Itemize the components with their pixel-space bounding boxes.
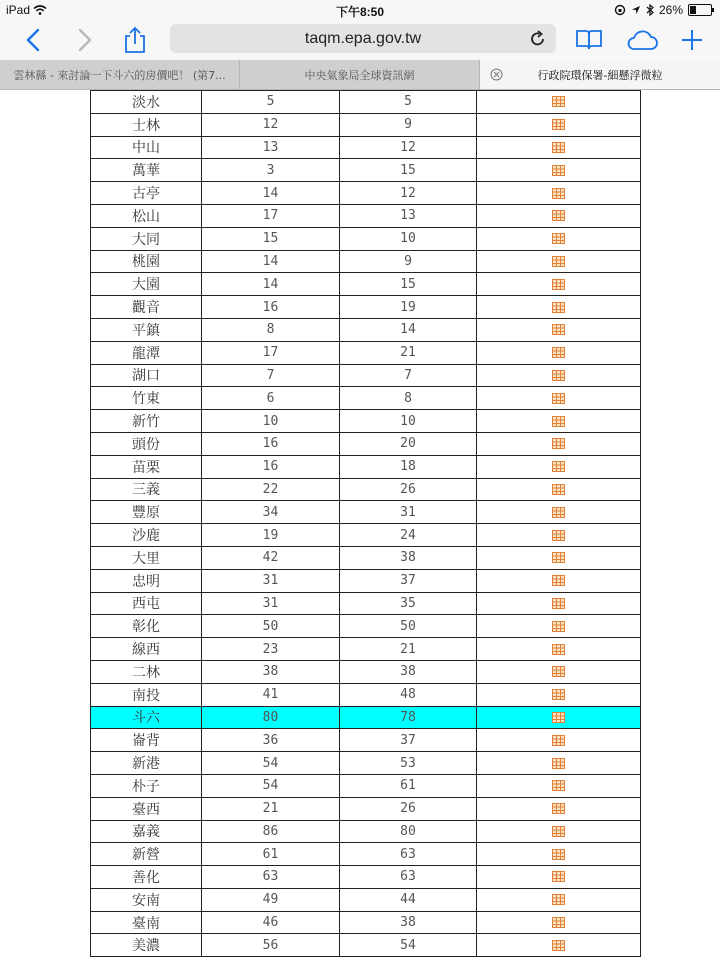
value-cell-1: 63: [202, 866, 340, 889]
site-name-cell: 美濃: [91, 934, 202, 957]
table-row: [91, 524, 641, 547]
table-row: [91, 501, 641, 524]
grid-chart-icon[interactable]: [552, 758, 565, 769]
tab-forum[interactable]: [0, 60, 240, 89]
pm25-table: [90, 90, 641, 957]
site-name-cell: 臺南: [91, 911, 202, 934]
device-label: iPad: [6, 3, 31, 17]
table-row: [91, 660, 641, 683]
value-cell-1: 31: [202, 592, 340, 615]
table-row: [91, 273, 641, 296]
value-cell-2: 37: [340, 729, 477, 752]
grid-chart-icon[interactable]: [552, 324, 565, 335]
table-row: [91, 455, 641, 478]
chart-link-cell[interactable]: [477, 341, 641, 364]
site-name-cell: 新竹: [91, 410, 202, 433]
chart-link-cell[interactable]: [477, 113, 641, 136]
table-row: [91, 478, 641, 501]
site-name-cell: 湖口: [91, 364, 202, 387]
table-row: [91, 820, 641, 843]
table-row: [91, 250, 641, 273]
site-name-cell: 三義: [91, 478, 202, 501]
site-name-cell: 苗栗: [91, 455, 202, 478]
table-row: [91, 774, 641, 797]
value-cell-2: 18: [340, 455, 477, 478]
grid-chart-icon[interactable]: [552, 530, 565, 541]
chevron-right-icon: [78, 28, 92, 52]
plus-icon: [681, 29, 703, 51]
table-row: [91, 204, 641, 227]
chart-link-cell[interactable]: [477, 296, 641, 319]
grid-chart-icon[interactable]: [552, 393, 565, 404]
value-cell-1: 13: [202, 136, 340, 159]
table-row: [91, 387, 641, 410]
site-name-cell: 頭份: [91, 432, 202, 455]
grid-chart-icon[interactable]: [552, 507, 565, 518]
value-cell-2: 80: [340, 820, 477, 843]
site-name-cell: 崙背: [91, 729, 202, 752]
table-row: [91, 683, 641, 706]
chart-link-cell[interactable]: [477, 524, 641, 547]
chart-link-cell[interactable]: [477, 569, 641, 592]
grid-chart-icon[interactable]: [552, 575, 565, 586]
site-name-cell: 斗六: [91, 706, 202, 729]
grid-chart-icon[interactable]: [552, 370, 565, 381]
grid-chart-icon[interactable]: [552, 210, 565, 221]
value-cell-1: 31: [202, 569, 340, 592]
url-text: taqm.epa.gov.tw: [304, 29, 422, 47]
chart-link-cell[interactable]: [477, 182, 641, 205]
grid-chart-icon[interactable]: [552, 347, 565, 358]
value-cell-2: 54: [340, 934, 477, 957]
value-cell-1: 86: [202, 820, 340, 843]
table-row: [91, 592, 641, 615]
site-name-cell: 萬華: [91, 159, 202, 182]
share-icon: [124, 26, 146, 54]
site-name-cell: 大同: [91, 227, 202, 250]
value-cell-2: 38: [340, 660, 477, 683]
site-name-cell: 中山: [91, 136, 202, 159]
chart-link-cell[interactable]: [477, 911, 641, 934]
chart-link-cell[interactable]: [477, 638, 641, 661]
grid-chart-icon[interactable]: [552, 302, 565, 313]
site-name-cell: 古亭: [91, 182, 202, 205]
site-name-cell: 新港: [91, 752, 202, 775]
table-row: [91, 318, 641, 341]
value-cell-2: 12: [340, 136, 477, 159]
site-name-cell: 龍潭: [91, 341, 202, 364]
grid-chart-icon[interactable]: [552, 256, 565, 267]
chart-link-cell[interactable]: [477, 318, 641, 341]
chart-link-cell[interactable]: [477, 820, 641, 843]
table-row: [91, 934, 641, 957]
grid-chart-icon[interactable]: [552, 438, 565, 449]
grid-chart-icon[interactable]: [552, 917, 565, 928]
value-cell-2: 7: [340, 364, 477, 387]
value-cell-2: 5: [340, 91, 477, 114]
table-row: [91, 615, 641, 638]
site-name-cell: 臺西: [91, 797, 202, 820]
chart-link-cell[interactable]: [477, 706, 641, 729]
address-bar[interactable]: [170, 24, 556, 53]
table-row: [91, 729, 641, 752]
book-icon: [575, 29, 603, 51]
value-cell-1: 12: [202, 113, 340, 136]
chart-link-cell[interactable]: [477, 774, 641, 797]
value-cell-2: 31: [340, 501, 477, 524]
chart-link-cell[interactable]: [477, 159, 641, 182]
value-cell-1: 10: [202, 410, 340, 433]
value-cell-1: 42: [202, 546, 340, 569]
grid-chart-icon[interactable]: [552, 279, 565, 290]
page-content: [0, 90, 720, 960]
grid-chart-icon[interactable]: [552, 849, 565, 860]
value-cell-2: 12: [340, 182, 477, 205]
value-cell-1: 3: [202, 159, 340, 182]
tab-label: 雲林縣 - 來討論一下斗六的房價吧！ (第7...: [13, 68, 226, 82]
value-cell-1: 8: [202, 318, 340, 341]
value-cell-2: 63: [340, 866, 477, 889]
chart-link-cell[interactable]: [477, 615, 641, 638]
location-icon: [631, 5, 641, 15]
table-row: [91, 341, 641, 364]
value-cell-1: 5: [202, 91, 340, 114]
chart-link-cell[interactable]: [477, 478, 641, 501]
value-cell-2: 21: [340, 341, 477, 364]
value-cell-1: 56: [202, 934, 340, 957]
share-button[interactable]: [120, 23, 150, 57]
value-cell-1: 6: [202, 387, 340, 410]
site-name-cell: 士林: [91, 113, 202, 136]
value-cell-1: 15: [202, 227, 340, 250]
chart-link-cell[interactable]: [477, 843, 641, 866]
grid-chart-icon[interactable]: [552, 712, 565, 723]
site-name-cell: 松山: [91, 204, 202, 227]
value-cell-1: 14: [202, 273, 340, 296]
value-cell-1: 16: [202, 432, 340, 455]
site-name-cell: 大園: [91, 273, 202, 296]
reload-icon[interactable]: [530, 30, 546, 48]
tab-weather[interactable]: [240, 60, 480, 89]
table-row: [91, 227, 641, 250]
site-name-cell: 桃園: [91, 250, 202, 273]
value-cell-2: 15: [340, 159, 477, 182]
value-cell-1: 7: [202, 364, 340, 387]
chart-link-cell[interactable]: [477, 91, 641, 114]
grid-chart-icon[interactable]: [552, 940, 565, 951]
chart-link-cell[interactable]: [477, 592, 641, 615]
grid-chart-icon[interactable]: [552, 894, 565, 905]
table-row: [91, 911, 641, 934]
tab-epa-active[interactable]: [480, 60, 720, 89]
table-row: [91, 296, 641, 319]
value-cell-2: 35: [340, 592, 477, 615]
grid-chart-icon[interactable]: [552, 96, 565, 107]
value-cell-2: 44: [340, 888, 477, 911]
value-cell-2: 37: [340, 569, 477, 592]
value-cell-1: 17: [202, 341, 340, 364]
battery-percent: 26%: [658, 3, 683, 17]
new-tab-button[interactable]: [678, 23, 706, 57]
site-name-cell: 嘉義: [91, 820, 202, 843]
table-row: [91, 866, 641, 889]
value-cell-1: 50: [202, 615, 340, 638]
table-row: [91, 410, 641, 433]
value-cell-2: 20: [340, 432, 477, 455]
table-row: [91, 888, 641, 911]
chart-link-cell[interactable]: [477, 797, 641, 820]
value-cell-1: 14: [202, 182, 340, 205]
grid-chart-icon[interactable]: [552, 826, 565, 837]
grid-chart-icon[interactable]: [552, 780, 565, 791]
icloud-tabs-button[interactable]: [624, 23, 660, 57]
grid-chart-icon[interactable]: [552, 165, 565, 176]
value-cell-2: 38: [340, 546, 477, 569]
chart-link-cell[interactable]: [477, 387, 641, 410]
site-name-cell: 善化: [91, 866, 202, 889]
grid-chart-icon[interactable]: [552, 803, 565, 814]
chart-link-cell[interactable]: [477, 410, 641, 433]
chart-link-cell[interactable]: [477, 273, 641, 296]
chart-link-cell[interactable]: [477, 683, 641, 706]
value-cell-2: 53: [340, 752, 477, 775]
tab-label: 行政院環保署-細懸浮微粒: [537, 68, 663, 82]
chart-link-cell[interactable]: [477, 227, 641, 250]
chart-link-cell[interactable]: [477, 546, 641, 569]
chevron-left-icon: [26, 28, 40, 52]
value-cell-2: 63: [340, 843, 477, 866]
value-cell-2: 78: [340, 706, 477, 729]
chart-link-cell[interactable]: [477, 136, 641, 159]
tab-bar: [0, 60, 720, 90]
back-button[interactable]: [18, 23, 48, 57]
rotation-lock-icon: [614, 4, 626, 16]
grid-chart-icon[interactable]: [552, 416, 565, 427]
value-cell-1: 17: [202, 204, 340, 227]
value-cell-2: 9: [340, 113, 477, 136]
value-cell-2: 24: [340, 524, 477, 547]
forward-button[interactable]: [70, 23, 100, 57]
chart-link-cell[interactable]: [477, 888, 641, 911]
table-row: [91, 569, 641, 592]
value-cell-2: 38: [340, 911, 477, 934]
site-name-cell: 沙鹿: [91, 524, 202, 547]
table-row: [91, 364, 641, 387]
table-row: [91, 91, 641, 114]
close-tab-icon[interactable]: [490, 68, 503, 81]
value-cell-1: 34: [202, 501, 340, 524]
value-cell-2: 21: [340, 638, 477, 661]
grid-chart-icon[interactable]: [552, 621, 565, 632]
value-cell-2: 8: [340, 387, 477, 410]
grid-chart-icon[interactable]: [552, 142, 565, 153]
value-cell-2: 19: [340, 296, 477, 319]
table-row: [91, 113, 641, 136]
chart-link-cell[interactable]: [477, 660, 641, 683]
grid-chart-icon[interactable]: [552, 689, 565, 700]
site-name-cell: 南投: [91, 683, 202, 706]
value-cell-1: 16: [202, 296, 340, 319]
grid-chart-icon[interactable]: [552, 461, 565, 472]
tab-label: 中央氣象局全球資訊網: [304, 68, 415, 82]
grid-chart-icon[interactable]: [552, 233, 565, 244]
site-name-cell: 安南: [91, 888, 202, 911]
grid-chart-icon[interactable]: [552, 188, 565, 199]
site-name-cell: 忠明: [91, 569, 202, 592]
bookmarks-button[interactable]: [574, 23, 604, 57]
chart-link-cell[interactable]: [477, 752, 641, 775]
value-cell-1: 19: [202, 524, 340, 547]
table-row: [91, 432, 641, 455]
site-name-cell: 線西: [91, 638, 202, 661]
value-cell-2: 26: [340, 478, 477, 501]
chart-link-cell[interactable]: [477, 455, 641, 478]
table-row: [91, 638, 641, 661]
value-cell-2: 15: [340, 273, 477, 296]
value-cell-2: 10: [340, 227, 477, 250]
value-cell-2: 48: [340, 683, 477, 706]
site-name-cell: 二林: [91, 660, 202, 683]
status-right: [614, 3, 712, 17]
status-time: 下午8:50: [335, 5, 385, 19]
value-cell-2: 61: [340, 774, 477, 797]
grid-chart-icon[interactable]: [552, 119, 565, 130]
value-cell-1: 46: [202, 911, 340, 934]
site-name-cell: 新營: [91, 843, 202, 866]
grid-chart-icon[interactable]: [552, 735, 565, 746]
value-cell-2: 13: [340, 204, 477, 227]
chart-link-cell[interactable]: [477, 432, 641, 455]
table-row: [91, 182, 641, 205]
value-cell-2: 14: [340, 318, 477, 341]
site-name-cell: 西屯: [91, 592, 202, 615]
table-row: [91, 136, 641, 159]
site-name-cell: 朴子: [91, 774, 202, 797]
value-cell-2: 9: [340, 250, 477, 273]
status-bar: [0, 0, 720, 20]
value-cell-1: 21: [202, 797, 340, 820]
value-cell-2: 50: [340, 615, 477, 638]
value-cell-1: 23: [202, 638, 340, 661]
chart-link-cell[interactable]: [477, 866, 641, 889]
grid-chart-icon[interactable]: [552, 598, 565, 609]
value-cell-1: 38: [202, 660, 340, 683]
chart-link-cell[interactable]: [477, 501, 641, 524]
chart-link-cell[interactable]: [477, 729, 641, 752]
table-row: [91, 843, 641, 866]
value-cell-1: 80: [202, 706, 340, 729]
table-row-highlighted: [91, 706, 641, 729]
bluetooth-icon: [646, 4, 654, 16]
value-cell-1: 49: [202, 888, 340, 911]
value-cell-1: 61: [202, 843, 340, 866]
grid-chart-icon[interactable]: [552, 871, 565, 882]
site-name-cell: 觀音: [91, 296, 202, 319]
site-name-cell: 淡水: [91, 91, 202, 114]
grid-chart-icon[interactable]: [552, 644, 565, 655]
value-cell-1: 41: [202, 683, 340, 706]
browser-toolbar: [0, 20, 720, 60]
value-cell-2: 26: [340, 797, 477, 820]
cloud-icon: [625, 29, 659, 51]
value-cell-1: 36: [202, 729, 340, 752]
value-cell-1: 54: [202, 774, 340, 797]
site-name-cell: 豐原: [91, 501, 202, 524]
grid-chart-icon[interactable]: [552, 552, 565, 563]
table-row: [91, 797, 641, 820]
chart-link-cell[interactable]: [477, 364, 641, 387]
site-name-cell: 平鎮: [91, 318, 202, 341]
value-cell-2: 10: [340, 410, 477, 433]
value-cell-1: 14: [202, 250, 340, 273]
table-row: [91, 159, 641, 182]
value-cell-1: 54: [202, 752, 340, 775]
grid-chart-icon[interactable]: [552, 484, 565, 495]
value-cell-1: 22: [202, 478, 340, 501]
chart-link-cell[interactable]: [477, 204, 641, 227]
site-name-cell: 彰化: [91, 615, 202, 638]
table-row: [91, 546, 641, 569]
value-cell-1: 16: [202, 455, 340, 478]
chart-link-cell[interactable]: [477, 250, 641, 273]
table-row: [91, 752, 641, 775]
chart-link-cell[interactable]: [477, 934, 641, 957]
grid-chart-icon[interactable]: [552, 666, 565, 677]
site-name-cell: 竹東: [91, 387, 202, 410]
site-name-cell: 大里: [91, 546, 202, 569]
battery-icon: [688, 4, 712, 16]
